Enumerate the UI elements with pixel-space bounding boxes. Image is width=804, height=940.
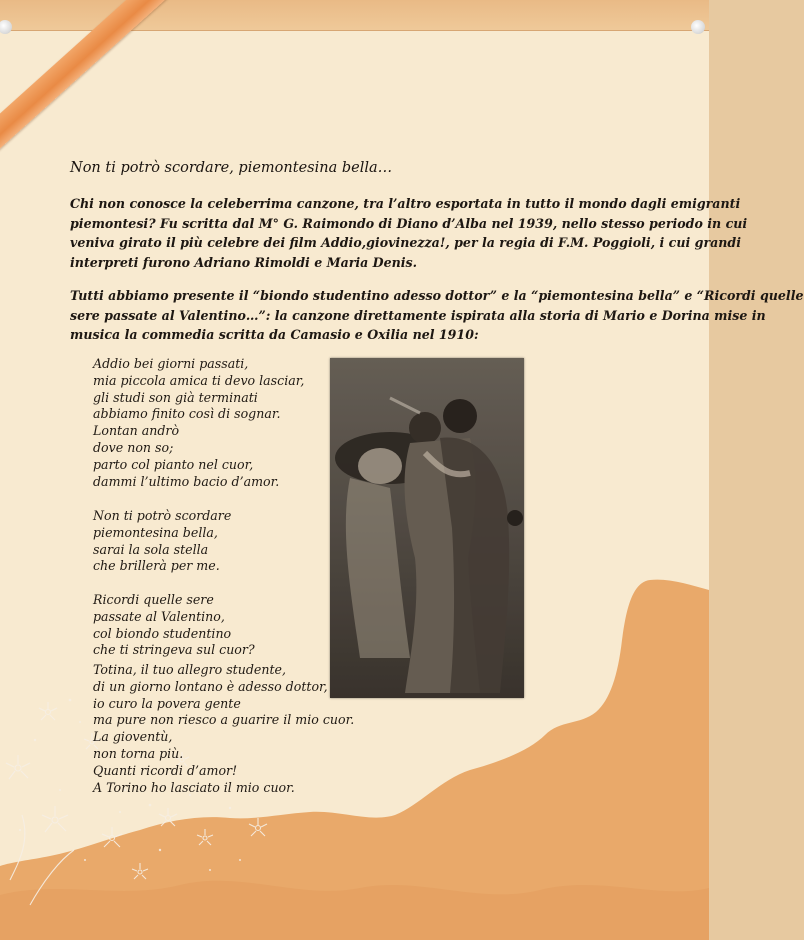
verse-line: Non ti potrò scordare [93,508,232,523]
vintage-couple-photo [330,358,524,698]
verse-line: dammi l’ultimo bacio d’amor. [93,473,280,489]
verse-line: piemontesina bella, [93,524,218,540]
verse-line: non torna più. [93,745,184,761]
verse-line: Addio bei giorni passati, [93,356,249,371]
verse-line: passate al Valentino, [93,608,225,624]
song-stanza-3 [93,592,353,659]
verse-line: che ti stringeva sul cuor? [93,642,255,658]
verse-line: gli studi son già terminati [93,389,258,405]
verse-line: Lontan andrò [93,423,180,439]
verse-line: A Torino ho lasciato il mio cuor. [93,779,295,795]
paragraph-line: sere passate al Valentino…”: la canzone direttamente ispirata alla storia di Mario e Dorina mise in [70,307,766,323]
song-stanza-4 [93,662,353,796]
paragraph-line: Tutti abbiamo presente il “biondo studentino adesso dottor” e la “piemontesina bella” e “Ricordi quelle [70,288,804,303]
verse-line: ma pure non riesco a guarire il mio cuor. [93,712,355,728]
verse-line: Quanti ricordi d’amor! [93,762,238,778]
song-stanza-2 [93,508,353,575]
document-title: Non ti potrò scordare, piemontesina bella… [70,160,393,176]
paragraph-line: interpreti furono Adriano Rimoldi e Maria Denis. [70,254,418,270]
verse-line: col biondo studentino [93,625,232,641]
verse-line: Totina, il tuo allegro studente, [93,662,286,677]
verse-line: io curo la povera gente [93,695,241,711]
intro-paragraph-2 [70,286,804,345]
verse-line: di un giorno lontano è adesso dottor, [93,678,328,694]
verse-line: mia piccola amica ti devo lasciar, [93,372,305,388]
paragraph-line: veniva girato il più celebre dei film Addio,giovinezza!, per la regia di F.M. Poggioli, i cui grandi [70,235,741,250]
verse-line: Ricordi quelle sere [93,592,214,607]
verse-line: dove non so; [93,439,174,455]
paragraph-line: piemontesi? Fu scritta dal M° G. Raimondo di Diano d’Alba nel 1939, nello stesso periodo in cui [70,215,748,231]
verse-line: parto col pianto nel cuor, [93,456,254,472]
paragraph-line: musica la commedia scritta da Camasio e Oxilia nel 1910: [70,327,479,342]
song-stanza-1 [93,356,353,490]
verse-line: La gioventù, [93,729,173,745]
verse-line: sarai la sola stella [93,541,209,557]
intro-paragraph-1 [70,194,748,272]
verse-line: abbiamo finito così di sognar. [93,406,281,422]
paragraph-line: Chi non conosce la celeberrima canzone, tra l’altro esportata in tutto il mondo dagli emigranti [70,196,741,211]
verse-line: che brillerà per me. [93,558,220,574]
